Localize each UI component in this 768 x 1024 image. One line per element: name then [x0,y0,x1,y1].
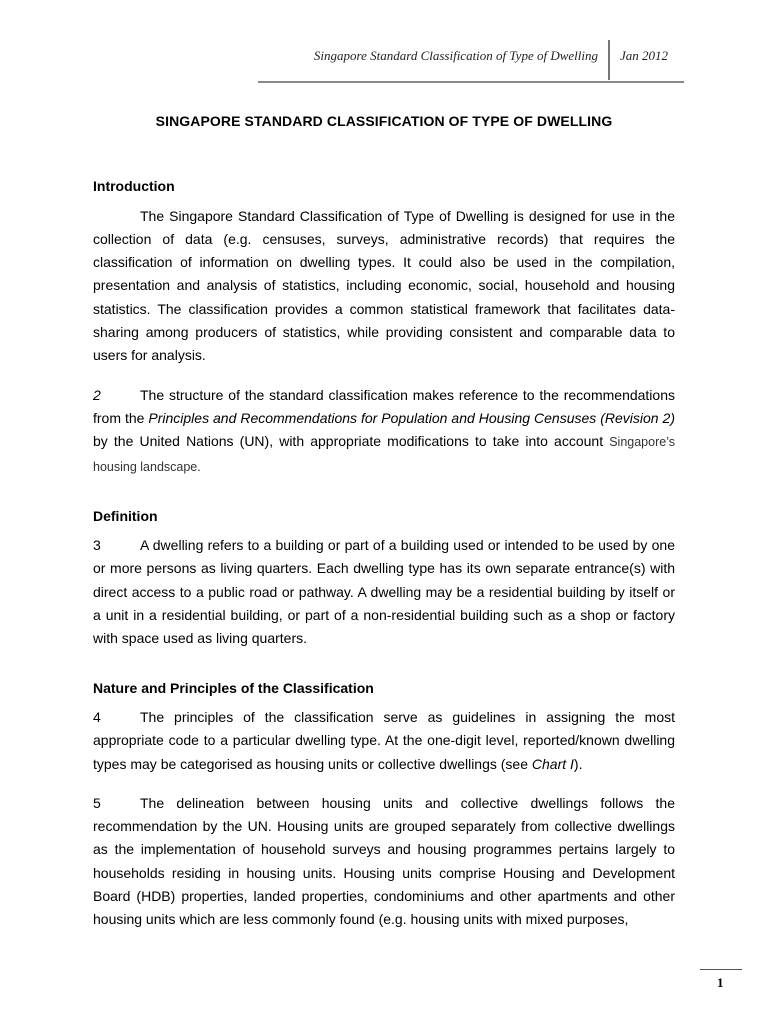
footer-rule [700,969,742,970]
paragraph-number: 2 [93,386,101,403]
paragraph-5-text: The delineation between housing units and collective dwellings follows the recommendation by the UN. Housing units are grouped separately from collective dwellings as the implementation of household surveys and housing programmes pertains largely to households residing in housing units. Housing units comprise Housing and Development Board (HDB) properties, landed properties, condominiums and other apartments and other housing units which are less commonly found (e.g. housing units with mixed purposes, [93,794,675,928]
paragraph-4-text-a: The principles of the classification serve as guidelines in assigning the most appropriate code to a particular dwelling type. At the one-digit level, reported/known dwelling types may be categorised as housing units or collective dwellings (see [93,708,675,772]
document-body [93,110,675,932]
paragraph-2-citation: Principles and Recommendations for Population and Housing Censuses (Revision 2) [148,409,675,426]
header-rule [258,81,684,83]
introduction-heading: Introduction [93,178,175,195]
paragraph-number: 4 [93,708,101,725]
paragraph-3-text: A dwelling refers to a building or part of a building used or intended to be used by one or more persons as living quarters. Each dwelling type has its own separate entrance(s) with direct access to a public road or pathway. A dwelling may be a residential building by itself or a unit in a residential building, or part of a non-residential building such as a shop or factory with space used as living quarters. [93,537,675,647]
paragraph-number: 5 [93,794,101,811]
header-title: Singapore Standard Classification of Type of Dwelling [313,48,598,63]
nature-heading: Nature and Principles of the Classification [93,679,374,696]
paragraph-4 [93,706,675,776]
header-divider [608,40,610,80]
paragraph-2-text-c: Singapore’s housing landscape. [93,435,675,474]
paragraph-2-text-a: The structure of the standard classification makes reference to the recommendations from the [93,386,675,426]
paragraph-number: 3 [93,537,101,554]
paragraph-2-text-b: by the United Nations (UN), with appropriate modifications to take into account [93,433,610,450]
header-date: Jan 2012 [620,48,669,63]
definition-heading: Definition [93,507,158,524]
paragraph-3 [93,534,675,650]
paragraph-1: The Singapore Standard Classification of Type of Dwelling is designed for use in the collection of data (e.g. censuses, surveys, administrative records) that requires the classification of information on dwelling types. It could also be used in the compilation, presentation and analysis of statistics, including economic, social, household and housing statistics. The classification provides a common statistical framework that facilitates data-sharing among producers of statistics, while providing consistent and comparable data to users for analysis. [93,207,675,364]
paragraph-4-text-b: ). [573,755,583,772]
document-title: SINGAPORE STANDARD CLASSIFICATION OF TYPE OF DWELLING [155,113,613,129]
chart-reference: Chart I [531,755,574,772]
paragraph-2 [93,384,675,479]
paragraph-5 [93,792,675,932]
page-number: 1 [717,975,724,990]
